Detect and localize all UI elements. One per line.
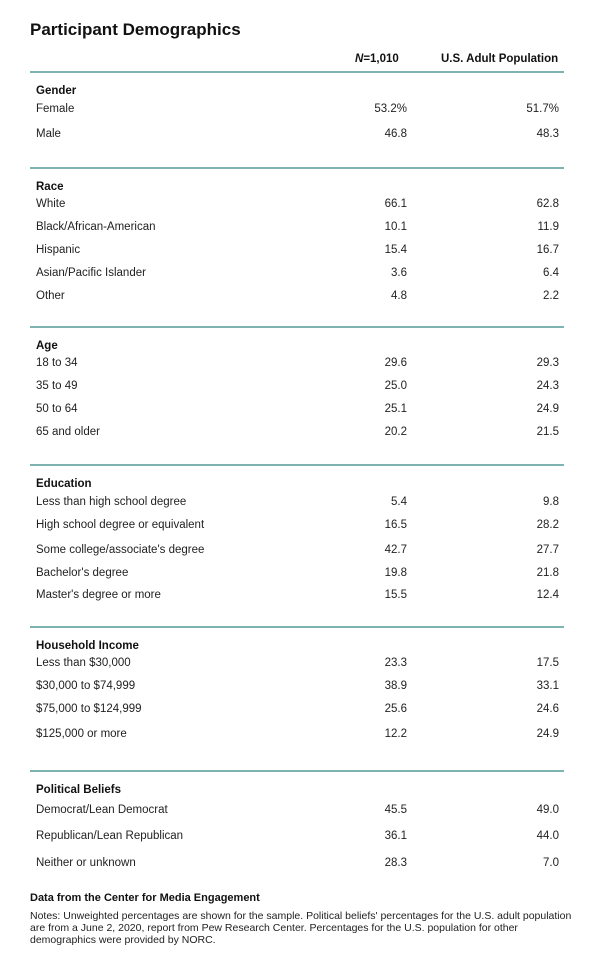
table-row	[30, 426, 564, 442]
sample-value: 29.6	[384, 357, 407, 369]
sample-value: 15.4	[384, 244, 407, 256]
table-row	[30, 703, 564, 719]
section-title: Education	[36, 478, 92, 490]
population-value: 24.9	[536, 728, 559, 740]
row-label: 18 to 34	[36, 357, 78, 369]
sample-value: 53.2%	[374, 103, 407, 115]
section-title: Political Beliefs	[36, 784, 122, 796]
sample-value: 20.2	[384, 426, 407, 438]
population-value: 27.7	[536, 544, 559, 556]
row-label: Master's degree or more	[36, 589, 161, 601]
population-value: 44.0	[536, 830, 559, 842]
sample-value: 4.8	[391, 290, 407, 302]
population-value: 6.4	[543, 267, 559, 279]
row-label: Male	[36, 128, 61, 140]
sample-value: 45.5	[384, 804, 407, 816]
row-label: $125,000 or more	[36, 728, 127, 740]
sample-value: 25.1	[384, 403, 407, 415]
sample-value: 25.6	[384, 703, 407, 715]
table-row	[30, 403, 564, 419]
sample-value: 42.7	[384, 544, 407, 556]
table-row	[30, 103, 564, 119]
table-row	[30, 728, 564, 744]
table-row	[30, 857, 564, 873]
population-value: 33.1	[536, 680, 559, 692]
row-label: Black/African-American	[36, 221, 156, 233]
table-row	[30, 290, 564, 306]
table-row	[30, 198, 564, 214]
sample-value: 46.8	[384, 128, 407, 140]
population-value: 48.3	[536, 128, 559, 140]
section-education	[30, 464, 564, 601]
section-title: Gender	[36, 85, 77, 97]
notes-text: Notes: Unweighted percentages are shown for the sample. Political beliefs' percentages for the U.S. adult population are from a June 2, 2020, report from Pew Research Center. Percentages for the U.S. population for other demographics were provided by NORC.	[30, 910, 572, 946]
row-label: Asian/Pacific Islander	[36, 267, 146, 279]
row-label: Democrat/Lean Democrat	[36, 804, 168, 816]
table-row	[30, 830, 564, 846]
row-label: Other	[36, 290, 65, 302]
population-value: 2.2	[543, 290, 559, 302]
row-label: 50 to 64	[36, 403, 78, 415]
population-value: 21.5	[536, 426, 559, 438]
page-title: Participant Demographics	[30, 20, 241, 39]
sample-value: 16.5	[384, 519, 407, 531]
row-label: Hispanic	[36, 244, 81, 256]
table-row	[30, 357, 564, 373]
sample-value: 10.1	[384, 221, 407, 233]
population-column-header: U.S. Adult Population	[441, 53, 559, 65]
table-row	[30, 567, 564, 583]
population-value: 21.8	[536, 567, 559, 579]
table-row	[30, 128, 564, 144]
sample-value: 3.6	[391, 267, 407, 279]
sample-value: 5.4	[391, 496, 407, 508]
population-value: 17.5	[536, 657, 559, 669]
table-row	[30, 680, 564, 696]
sample-value: 25.0	[384, 380, 407, 392]
section-race	[30, 167, 564, 302]
row-label: Some college/associate's degree	[36, 544, 205, 556]
section-gender	[30, 71, 564, 140]
section-title: Race	[36, 181, 64, 193]
sample-value: 15.5	[384, 589, 407, 601]
sample-value: 12.2	[384, 728, 407, 740]
source-line: Data from the Center for Media Engagement	[30, 892, 260, 904]
population-value: 24.9	[536, 403, 559, 415]
table-row	[30, 244, 564, 260]
table-row	[30, 380, 564, 396]
population-value: 62.8	[536, 198, 559, 210]
sample-value: 28.3	[384, 857, 407, 869]
row-label: 65 and older	[36, 426, 100, 438]
row-label: Bachelor's degree	[36, 567, 129, 579]
row-label: $75,000 to $124,999	[36, 703, 142, 715]
section-household-income	[30, 626, 564, 740]
population-value: 28.2	[536, 519, 559, 531]
sample-value: 23.3	[384, 657, 407, 669]
row-label: Less than $30,000	[36, 657, 131, 669]
row-label: White	[36, 198, 66, 210]
population-value: 12.4	[536, 589, 559, 601]
sample-n-label: N	[355, 53, 364, 65]
population-value: 9.8	[543, 496, 559, 508]
row-label: High school degree or equivalent	[36, 519, 205, 531]
population-value: 24.6	[536, 703, 559, 715]
table-row	[30, 589, 564, 605]
population-value: 11.9	[537, 221, 559, 233]
sample-value: 36.1	[384, 830, 407, 842]
table-row	[30, 544, 564, 560]
sample-column-header	[355, 53, 399, 65]
table-row	[30, 804, 564, 820]
row-label: Republican/Lean Republican	[36, 830, 184, 842]
row-label: 35 to 49	[36, 380, 78, 392]
row-label: Neither or unknown	[36, 857, 136, 869]
sample-value: 38.9	[384, 680, 407, 692]
population-value: 29.3	[536, 357, 559, 369]
table-row	[30, 221, 564, 237]
population-value: 24.3	[536, 380, 559, 392]
sample-value: 19.8	[384, 567, 407, 579]
population-value: 16.7	[536, 244, 559, 256]
section-political-beliefs	[30, 770, 564, 869]
section-title: Age	[36, 340, 58, 352]
table-row	[30, 657, 564, 673]
table-row	[30, 496, 564, 512]
population-value: 7.0	[543, 857, 559, 869]
section-title: Household Income	[36, 640, 139, 652]
sample-value: 66.1	[384, 198, 407, 210]
row-label: Less than high school degree	[36, 496, 187, 508]
row-label: $30,000 to $74,999	[36, 680, 136, 692]
row-label: Female	[36, 103, 75, 115]
table-row	[30, 267, 564, 283]
sample-n-value: =1,010	[363, 53, 399, 65]
population-value: 51.7%	[526, 103, 559, 115]
section-age	[30, 326, 564, 438]
table-row	[30, 519, 564, 535]
population-value: 49.0	[536, 804, 559, 816]
